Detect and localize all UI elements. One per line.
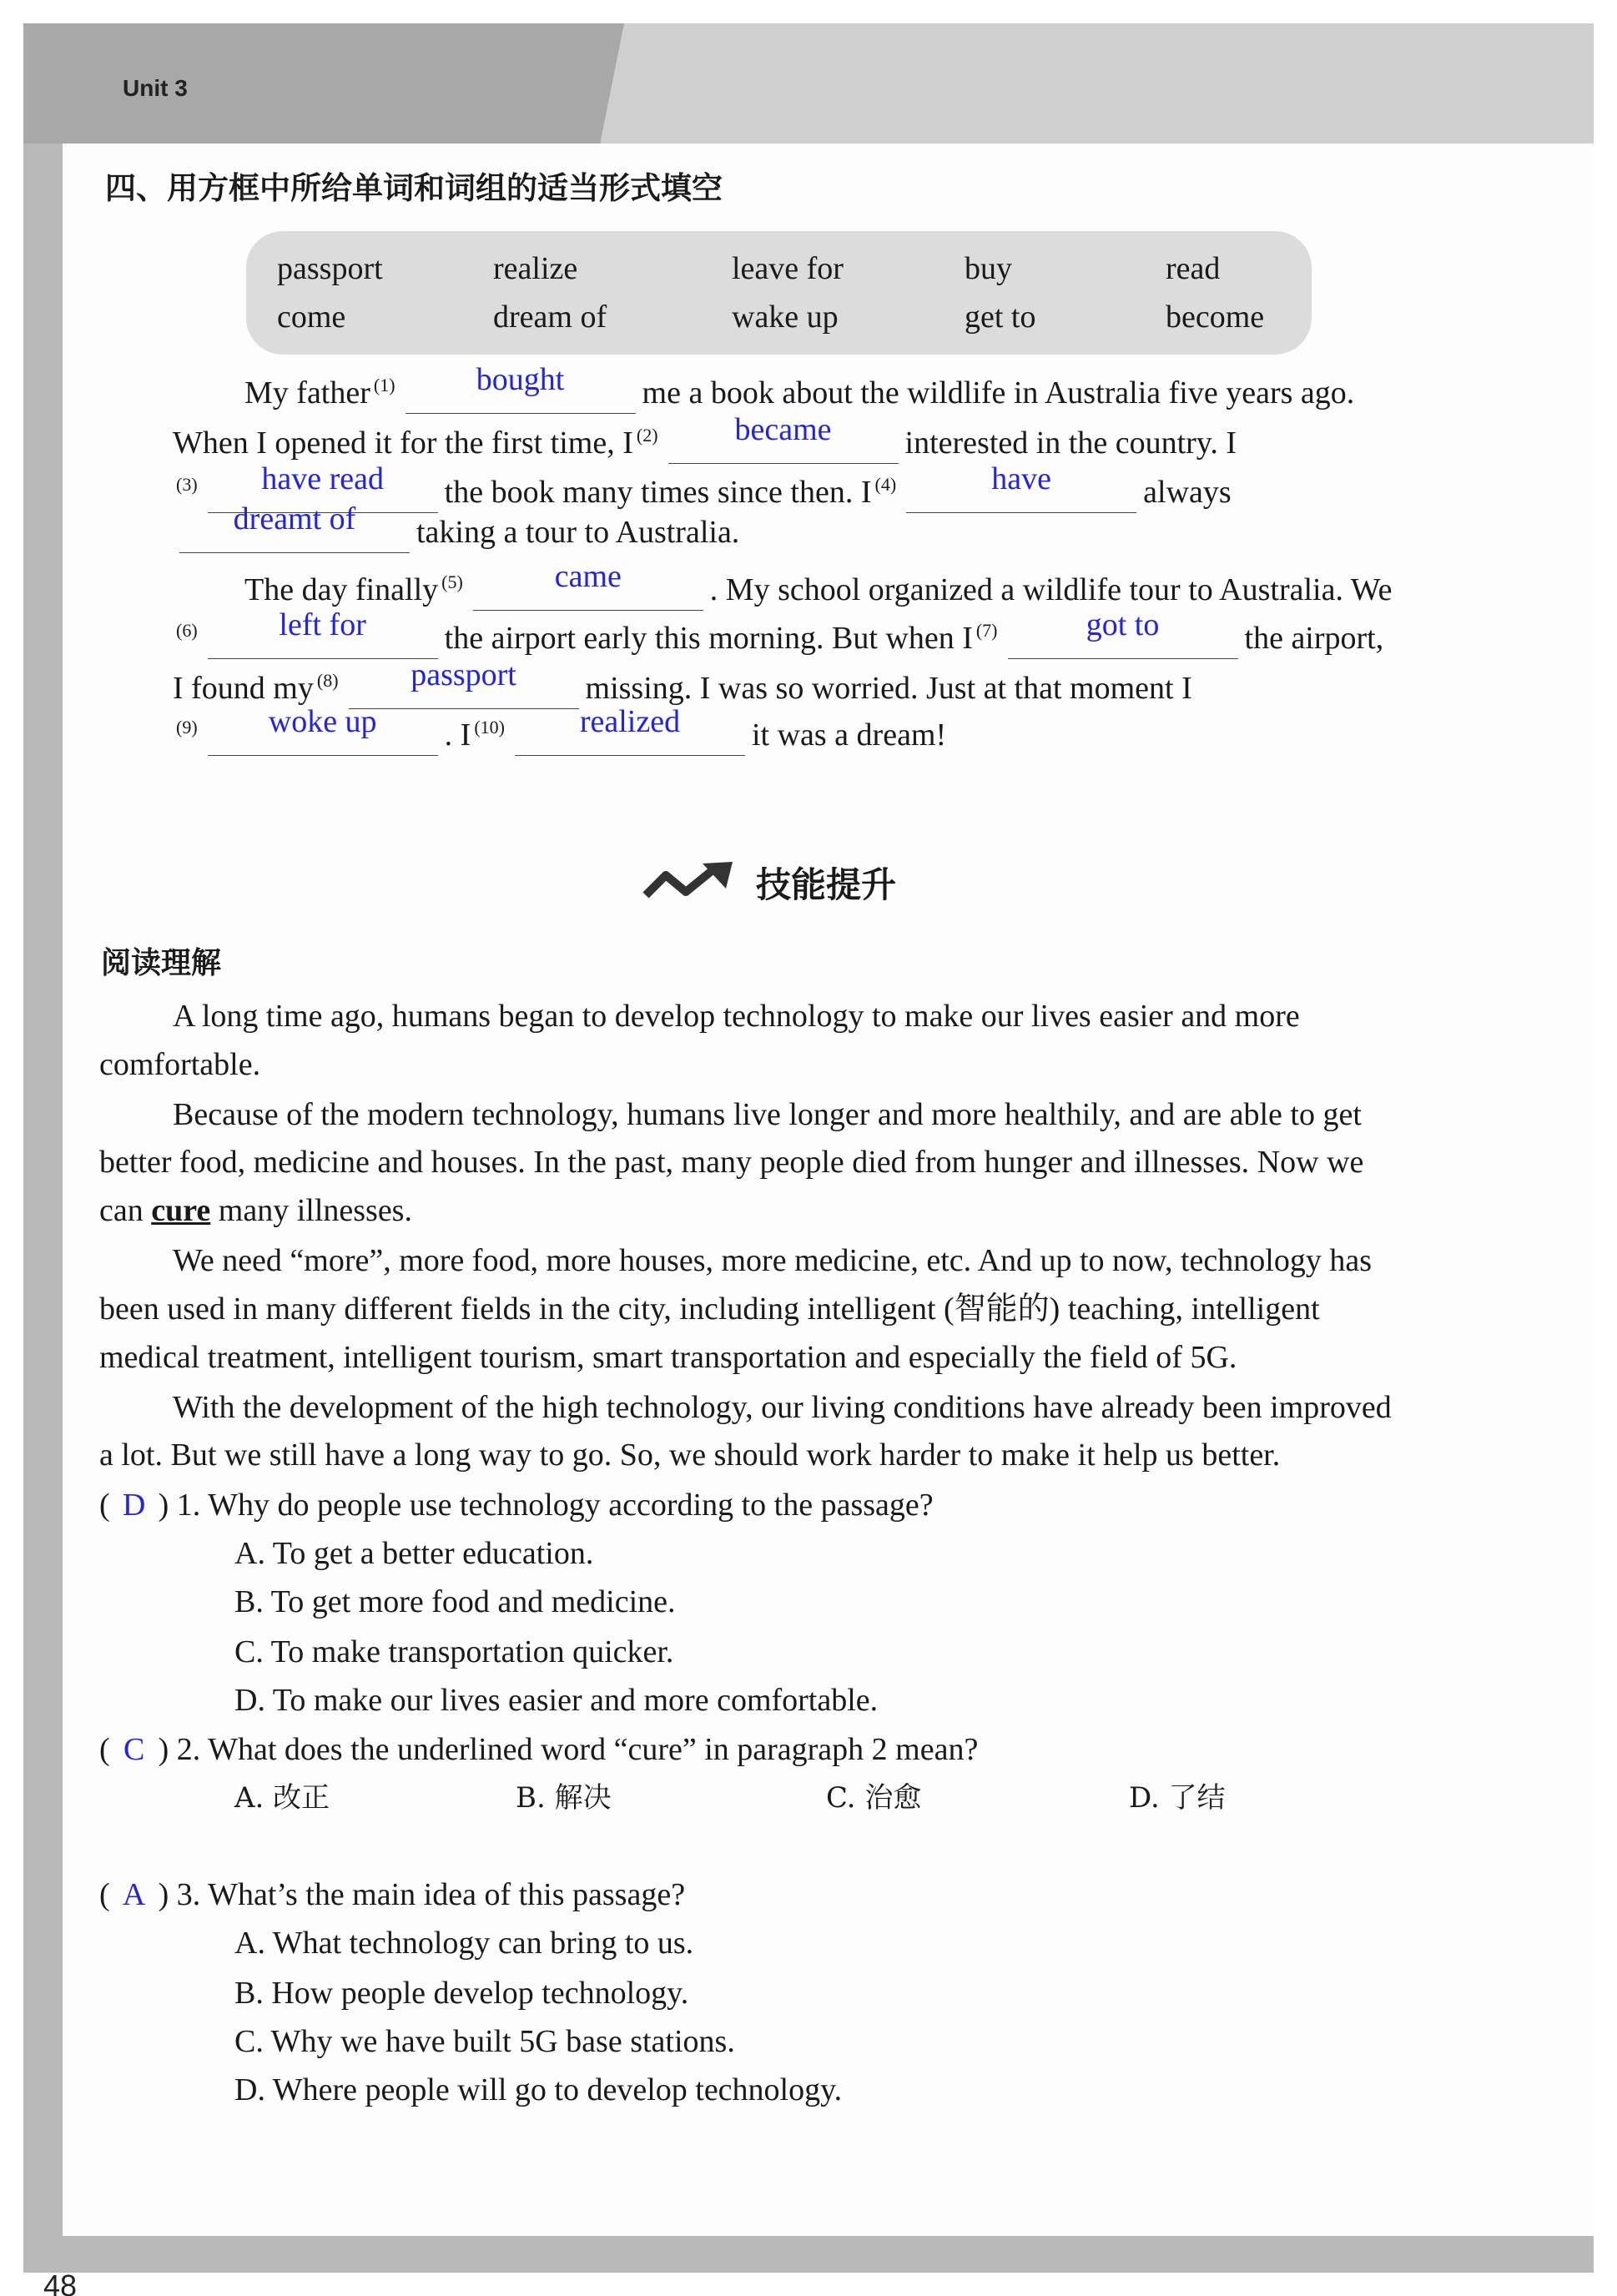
option: C. To make transportation quicker. xyxy=(234,1634,674,1669)
text: missing. I was so worried. Just at that moment I xyxy=(585,671,1192,706)
answer-blank[interactable] xyxy=(208,704,438,756)
answer-text: have xyxy=(991,461,1052,496)
answer-text: bought xyxy=(476,362,565,397)
fill-line xyxy=(173,657,1192,709)
text: I found my xyxy=(173,671,314,706)
word-box-item: dream of xyxy=(493,300,607,335)
answer-blank[interactable] xyxy=(515,704,745,756)
blank-number: (10) xyxy=(474,717,505,738)
answer-blank[interactable] xyxy=(473,559,703,611)
fill-line xyxy=(173,501,740,553)
passage-line: Because of the modern technology, humans live longer and more healthily, and are able to get xyxy=(173,1097,1362,1132)
option: D. 了结 xyxy=(1129,1781,1226,1815)
word-box-item: get to xyxy=(965,300,1036,335)
passage-line: A long time ago, humans began to develop technology to make our lives easier and more xyxy=(173,999,1300,1034)
passage-line: better food, medicine and houses. In the past, many people died from hunger and illnesses. Now we xyxy=(99,1145,1364,1180)
answer-text: got to xyxy=(1086,607,1160,642)
blank-number: (2) xyxy=(636,425,658,446)
answer-text: left for xyxy=(279,607,366,642)
text: . My school organized a wildlife tour to Australia. We xyxy=(709,572,1393,607)
option: B. 解决 xyxy=(516,1781,612,1815)
text: When I opened it for the first time, I xyxy=(173,425,633,461)
option: B. How people develop technology. xyxy=(234,1976,689,2011)
fill-line xyxy=(244,561,1392,611)
answer-blank[interactable] xyxy=(668,412,899,464)
text: many illnesses. xyxy=(218,1193,412,1228)
option: A. 改正 xyxy=(234,1781,330,1815)
answer-choice[interactable]: D xyxy=(122,1488,146,1523)
answer-text: came xyxy=(554,559,622,594)
option: D. To make our lives easier and more comfortable. xyxy=(234,1683,879,1718)
word-box-item: leave for xyxy=(732,251,844,286)
answer-blank[interactable] xyxy=(906,461,1136,513)
option: C. 治愈 xyxy=(826,1781,922,1815)
question-text: ) 1. Why do people use technology according to the passage? xyxy=(158,1488,934,1523)
blank-number: (7) xyxy=(975,620,998,641)
underlined-word-cure: cure xyxy=(151,1193,211,1228)
section-title: 技能提升 xyxy=(756,864,897,905)
blank-number: (9) xyxy=(176,717,198,738)
question-text: ) 3. What’s the main idea of this passage? xyxy=(158,1877,686,1912)
answer-blank[interactable] xyxy=(406,362,636,414)
question-text: ) 2. What does the underlined word “cure” in paragraph 2 mean? xyxy=(158,1732,979,1767)
blank-number: (4) xyxy=(874,474,897,495)
word-box-item: come xyxy=(277,300,346,335)
text: . I xyxy=(444,718,471,753)
section-heading xyxy=(642,858,896,908)
text: interested in the country. I xyxy=(904,425,1237,461)
text: it was a dream! xyxy=(751,718,947,753)
fill-line xyxy=(173,412,1237,464)
unit-label: Unit 3 xyxy=(123,75,188,101)
option: D. Where people will go to develop technology. xyxy=(234,2072,843,2107)
answer-text: passport xyxy=(411,657,516,692)
answer-text: woke up xyxy=(268,704,377,739)
answer-text: became xyxy=(734,412,832,447)
blank-number: (3) xyxy=(176,474,198,495)
exercise-title: 四、用方框中所给单词和词组的适当形式填空 xyxy=(105,170,723,206)
blank-number: (8) xyxy=(316,670,339,691)
header-band-dark xyxy=(23,23,624,144)
blank-number: (6) xyxy=(176,620,198,641)
text: the book many times since then. I xyxy=(444,475,872,510)
option: C. Why we have built 5G base stations. xyxy=(234,2024,735,2059)
paren: ( xyxy=(99,1877,110,1912)
answer-choice[interactable]: C xyxy=(123,1732,145,1767)
word-box-item: passport xyxy=(277,251,383,286)
text: The day finally xyxy=(244,572,439,607)
text: always xyxy=(1143,475,1232,510)
answer-choice[interactable]: A xyxy=(122,1877,146,1912)
option: B. To get more food and medicine. xyxy=(234,1584,676,1619)
text: My father xyxy=(244,375,370,410)
blank-number: (5) xyxy=(441,571,463,592)
reading-title: 阅读理解 xyxy=(101,946,222,980)
text: me a book about the wildlife in Australia five years ago. xyxy=(642,375,1355,410)
word-box-item: read xyxy=(1166,251,1221,286)
answer-text: dreamt of xyxy=(233,501,356,536)
answer-blank[interactable] xyxy=(1008,607,1238,659)
text: the airport, xyxy=(1244,621,1384,656)
answer-blank[interactable] xyxy=(208,607,438,659)
passage-line: a lot. But we still have a long way to go. So, we should work harder to make it help us better. xyxy=(99,1438,1281,1473)
passage-line: With the development of the high technology, our living conditions have already been improved xyxy=(173,1390,1392,1425)
word-box-item: wake up xyxy=(732,300,839,335)
passage-line: medical treatment, intelligent tourism, smart transportation and especially the field of 5G. xyxy=(99,1340,1237,1375)
fill-line xyxy=(173,704,947,756)
word-box-item: buy xyxy=(965,251,1012,286)
passage-line xyxy=(99,1190,412,1231)
passage-line: We need “more”, more food, more houses, more medicine, etc. And up to now, technology has xyxy=(173,1243,1373,1278)
text: taking a tour to Australia. xyxy=(416,515,740,550)
passage-line: comfortable. xyxy=(99,1047,261,1082)
option: A. What technology can bring to us. xyxy=(234,1926,694,1961)
question-1 xyxy=(99,1484,934,1526)
word-box-item: realize xyxy=(493,251,578,286)
trend-up-arrow-icon xyxy=(642,862,736,904)
text: the airport early this morning. But when I xyxy=(444,621,973,656)
question-3 xyxy=(99,1874,685,1916)
text: can xyxy=(99,1193,144,1228)
answer-blank[interactable] xyxy=(349,657,579,709)
answer-text: have read xyxy=(261,461,384,496)
question-2 xyxy=(99,1729,978,1770)
word-box-item: become xyxy=(1166,300,1265,335)
paren: ( xyxy=(99,1488,110,1523)
passage-line: been used in many different fields in the city, including intelligent (智能的) teaching, intelligent xyxy=(99,1292,1320,1327)
answer-blank[interactable] xyxy=(179,501,410,553)
fill-line xyxy=(173,607,1384,659)
option: A. To get a better education. xyxy=(234,1536,594,1571)
answer-text: realized xyxy=(579,704,681,739)
fill-line xyxy=(244,362,1355,414)
blank-number: (1) xyxy=(373,375,395,395)
header-band xyxy=(601,23,1594,145)
paren: ( xyxy=(99,1732,110,1767)
page-number: 48 xyxy=(43,2268,78,2296)
